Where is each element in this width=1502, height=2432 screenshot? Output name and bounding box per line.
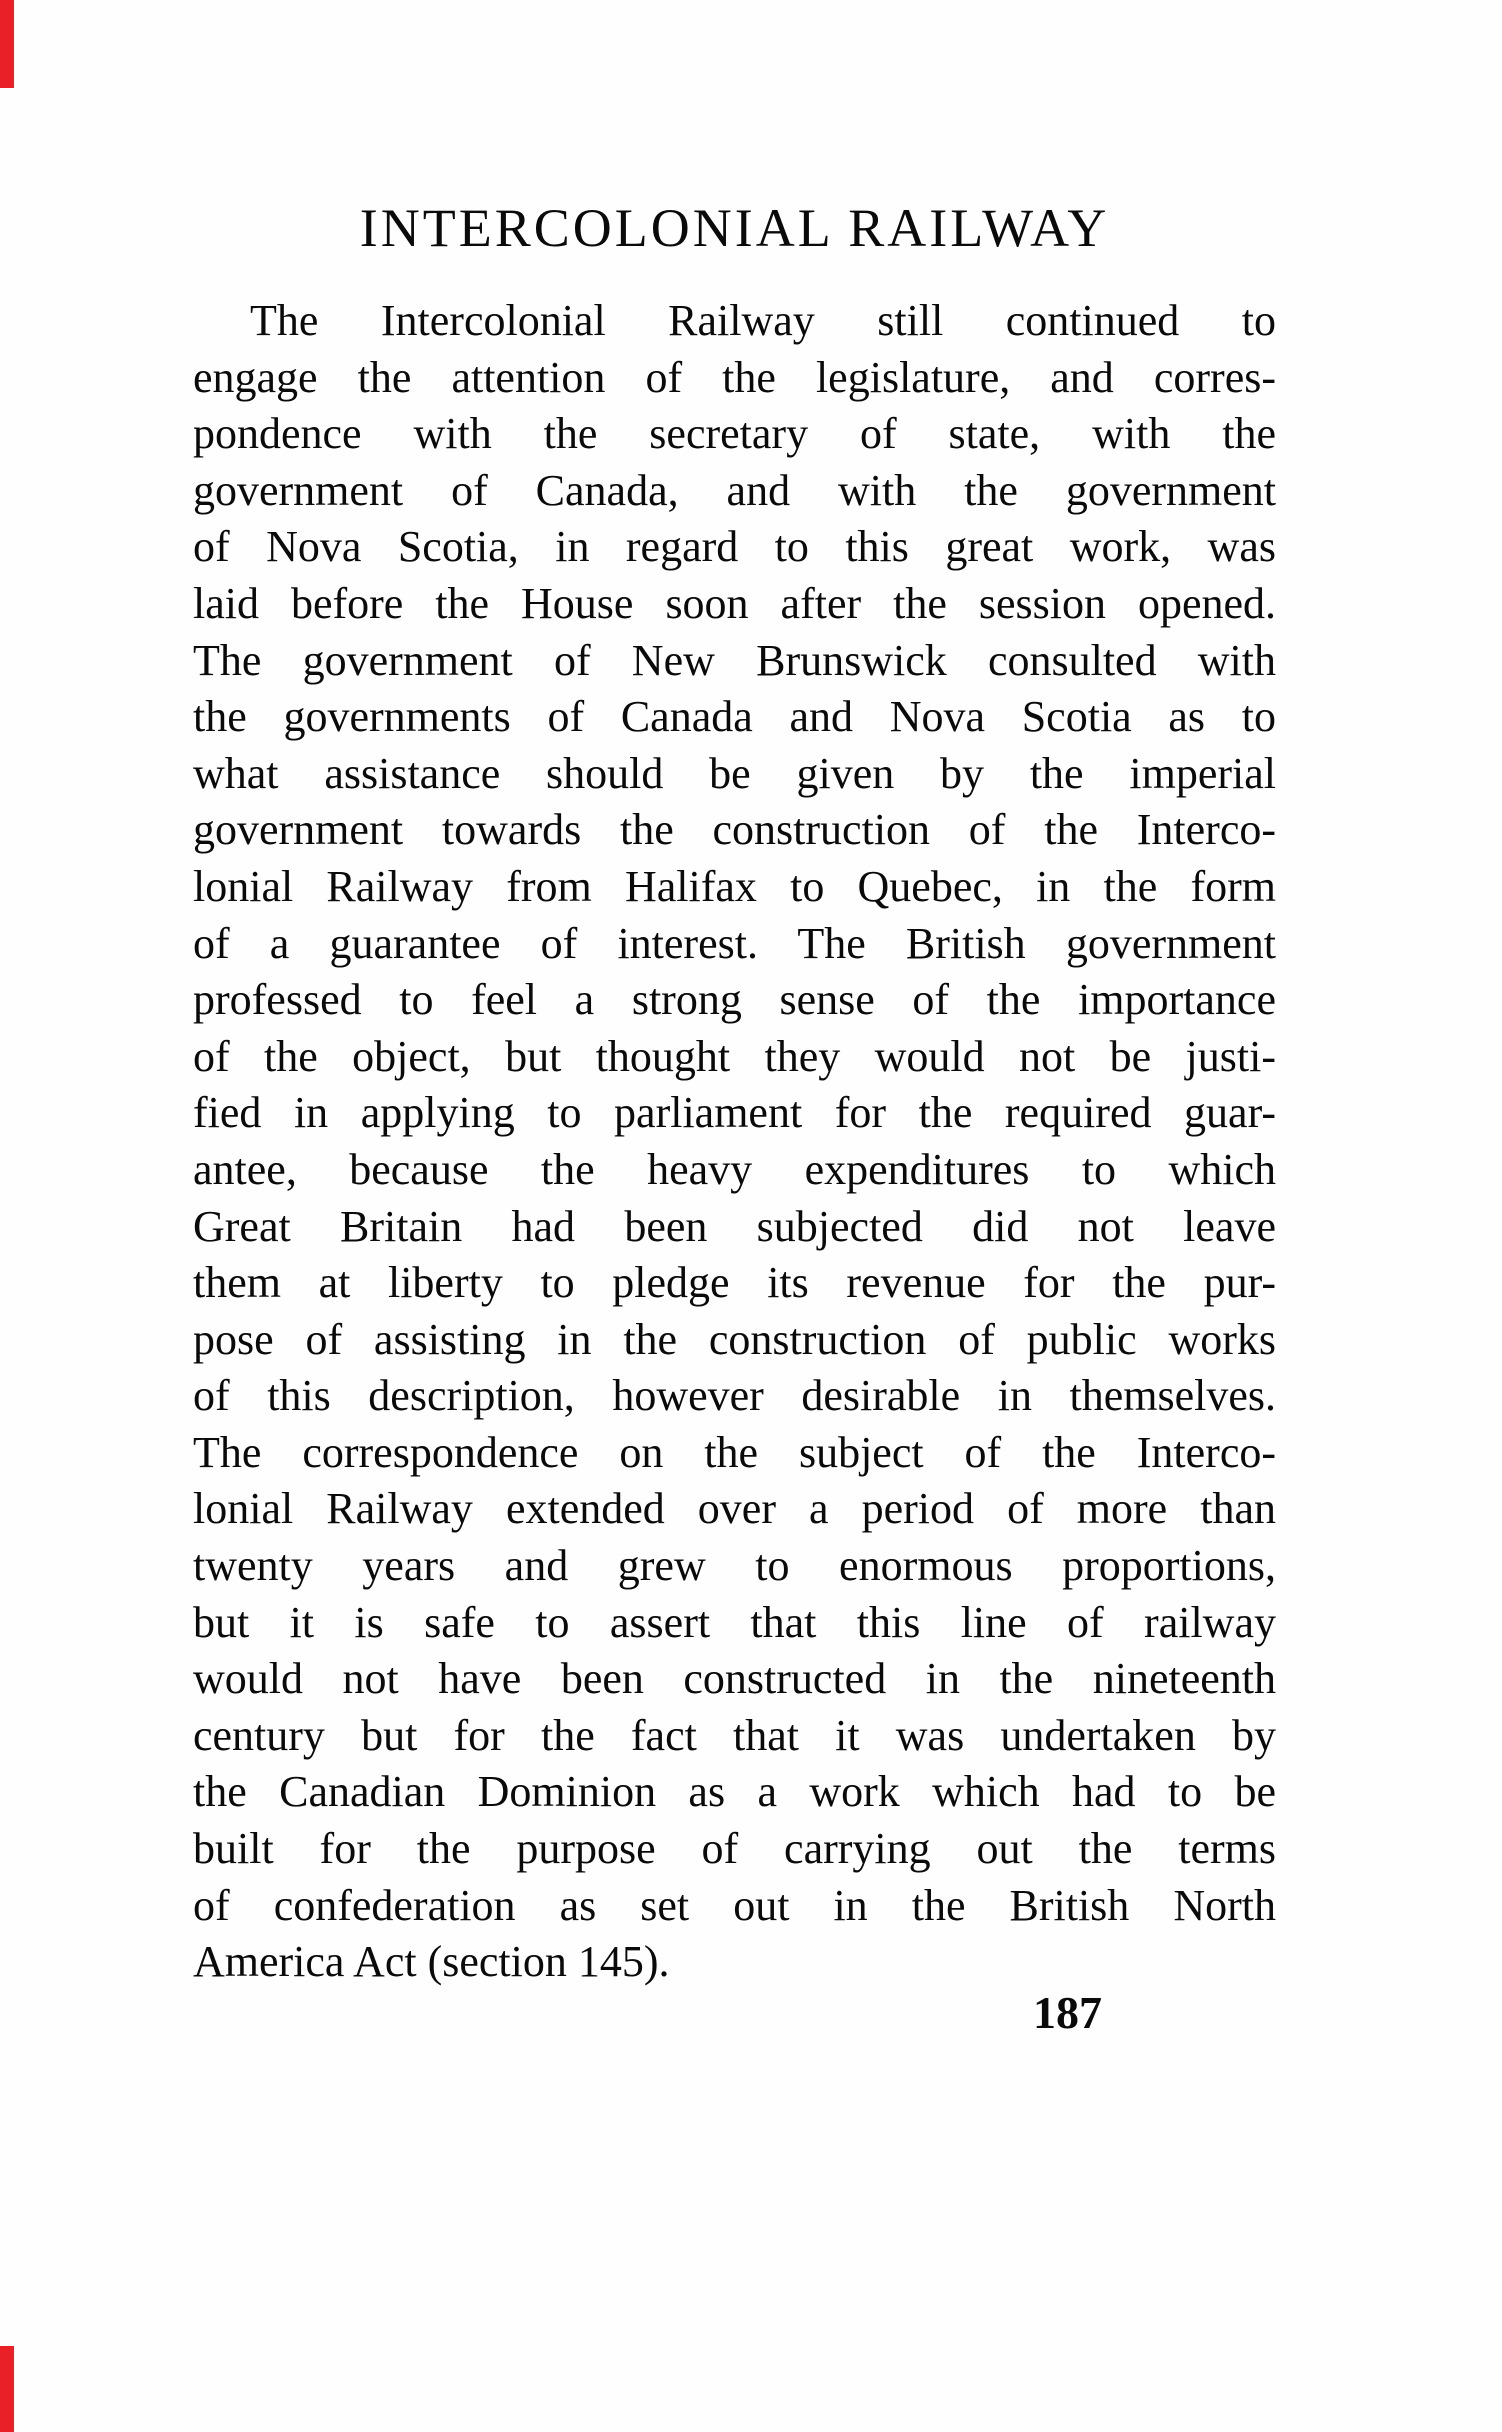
text-line: them at liberty to pledge its revenue for the pur- (193, 1258, 1276, 1308)
page-title: INTERCOLONIAL RAILWAY (359, 198, 1110, 258)
text-line: fied in applying to parliament for the required guar- (193, 1088, 1276, 1138)
text-line: the governments of Canada and Nova Scotia as to (193, 692, 1276, 742)
text-line: lonial Railway from Halifax to Quebec, in the form (193, 861, 1276, 911)
text-line: pondence with the secretary of state, with the (193, 409, 1276, 459)
scan-edge-artifact-top (0, 0, 14, 88)
text-line: twenty years and grew to enormous proportions, (193, 1541, 1276, 1591)
text-line: laid before the House soon after the session opened. (193, 578, 1276, 628)
text-line: of confederation as set out in the British North (193, 1880, 1276, 1930)
text-line: of a guarantee of interest. The British government (193, 918, 1276, 968)
text-line: government towards the construction of the Interco- (193, 805, 1276, 855)
text-line: century but for the fact that it was undertaken by (193, 1710, 1276, 1760)
text-line: The correspondence on the subject of the Interco- (193, 1427, 1276, 1477)
text-line: The government of New Brunswick consulted with (193, 635, 1276, 685)
text-line: what assistance should be given by the imperial (193, 748, 1276, 798)
text-line: America Act (section 145). (193, 1937, 670, 1987)
text-line: of the object, but thought they would not be justi- (193, 1031, 1276, 1081)
body-paragraph (193, 293, 1276, 1991)
text-line: but it is safe to assert that this line of railway (193, 1597, 1276, 1647)
text-line: professed to feel a strong sense of the importance (193, 975, 1276, 1025)
text-line: pose of assisting in the construction of public works (193, 1314, 1276, 1364)
text-line: engage the attention of the legislature, and corres- (193, 352, 1276, 402)
text-line: of Nova Scotia, in regard to this great work, was (193, 522, 1276, 572)
text-line: of this description, however desirable in themselves. (193, 1371, 1276, 1421)
text-line: antee, because the heavy expenditures to which (193, 1144, 1276, 1194)
page-number: 187 (1033, 1987, 1102, 2038)
text-line: built for the purpose of carrying out the terms (193, 1824, 1276, 1874)
text-line: Great Britain had been subjected did not leave (193, 1201, 1276, 1251)
scan-edge-artifact-bottom (0, 2346, 14, 2432)
text-line: lonial Railway extended over a period of more than (193, 1484, 1276, 1534)
text-line: government of Canada, and with the government (193, 465, 1276, 515)
text-line: would not have been constructed in the nineteenth (193, 1654, 1276, 1704)
text-line: The Intercolonial Railway still continued to (250, 296, 1276, 345)
text-line: the Canadian Dominion as a work which had to be (193, 1767, 1276, 1817)
